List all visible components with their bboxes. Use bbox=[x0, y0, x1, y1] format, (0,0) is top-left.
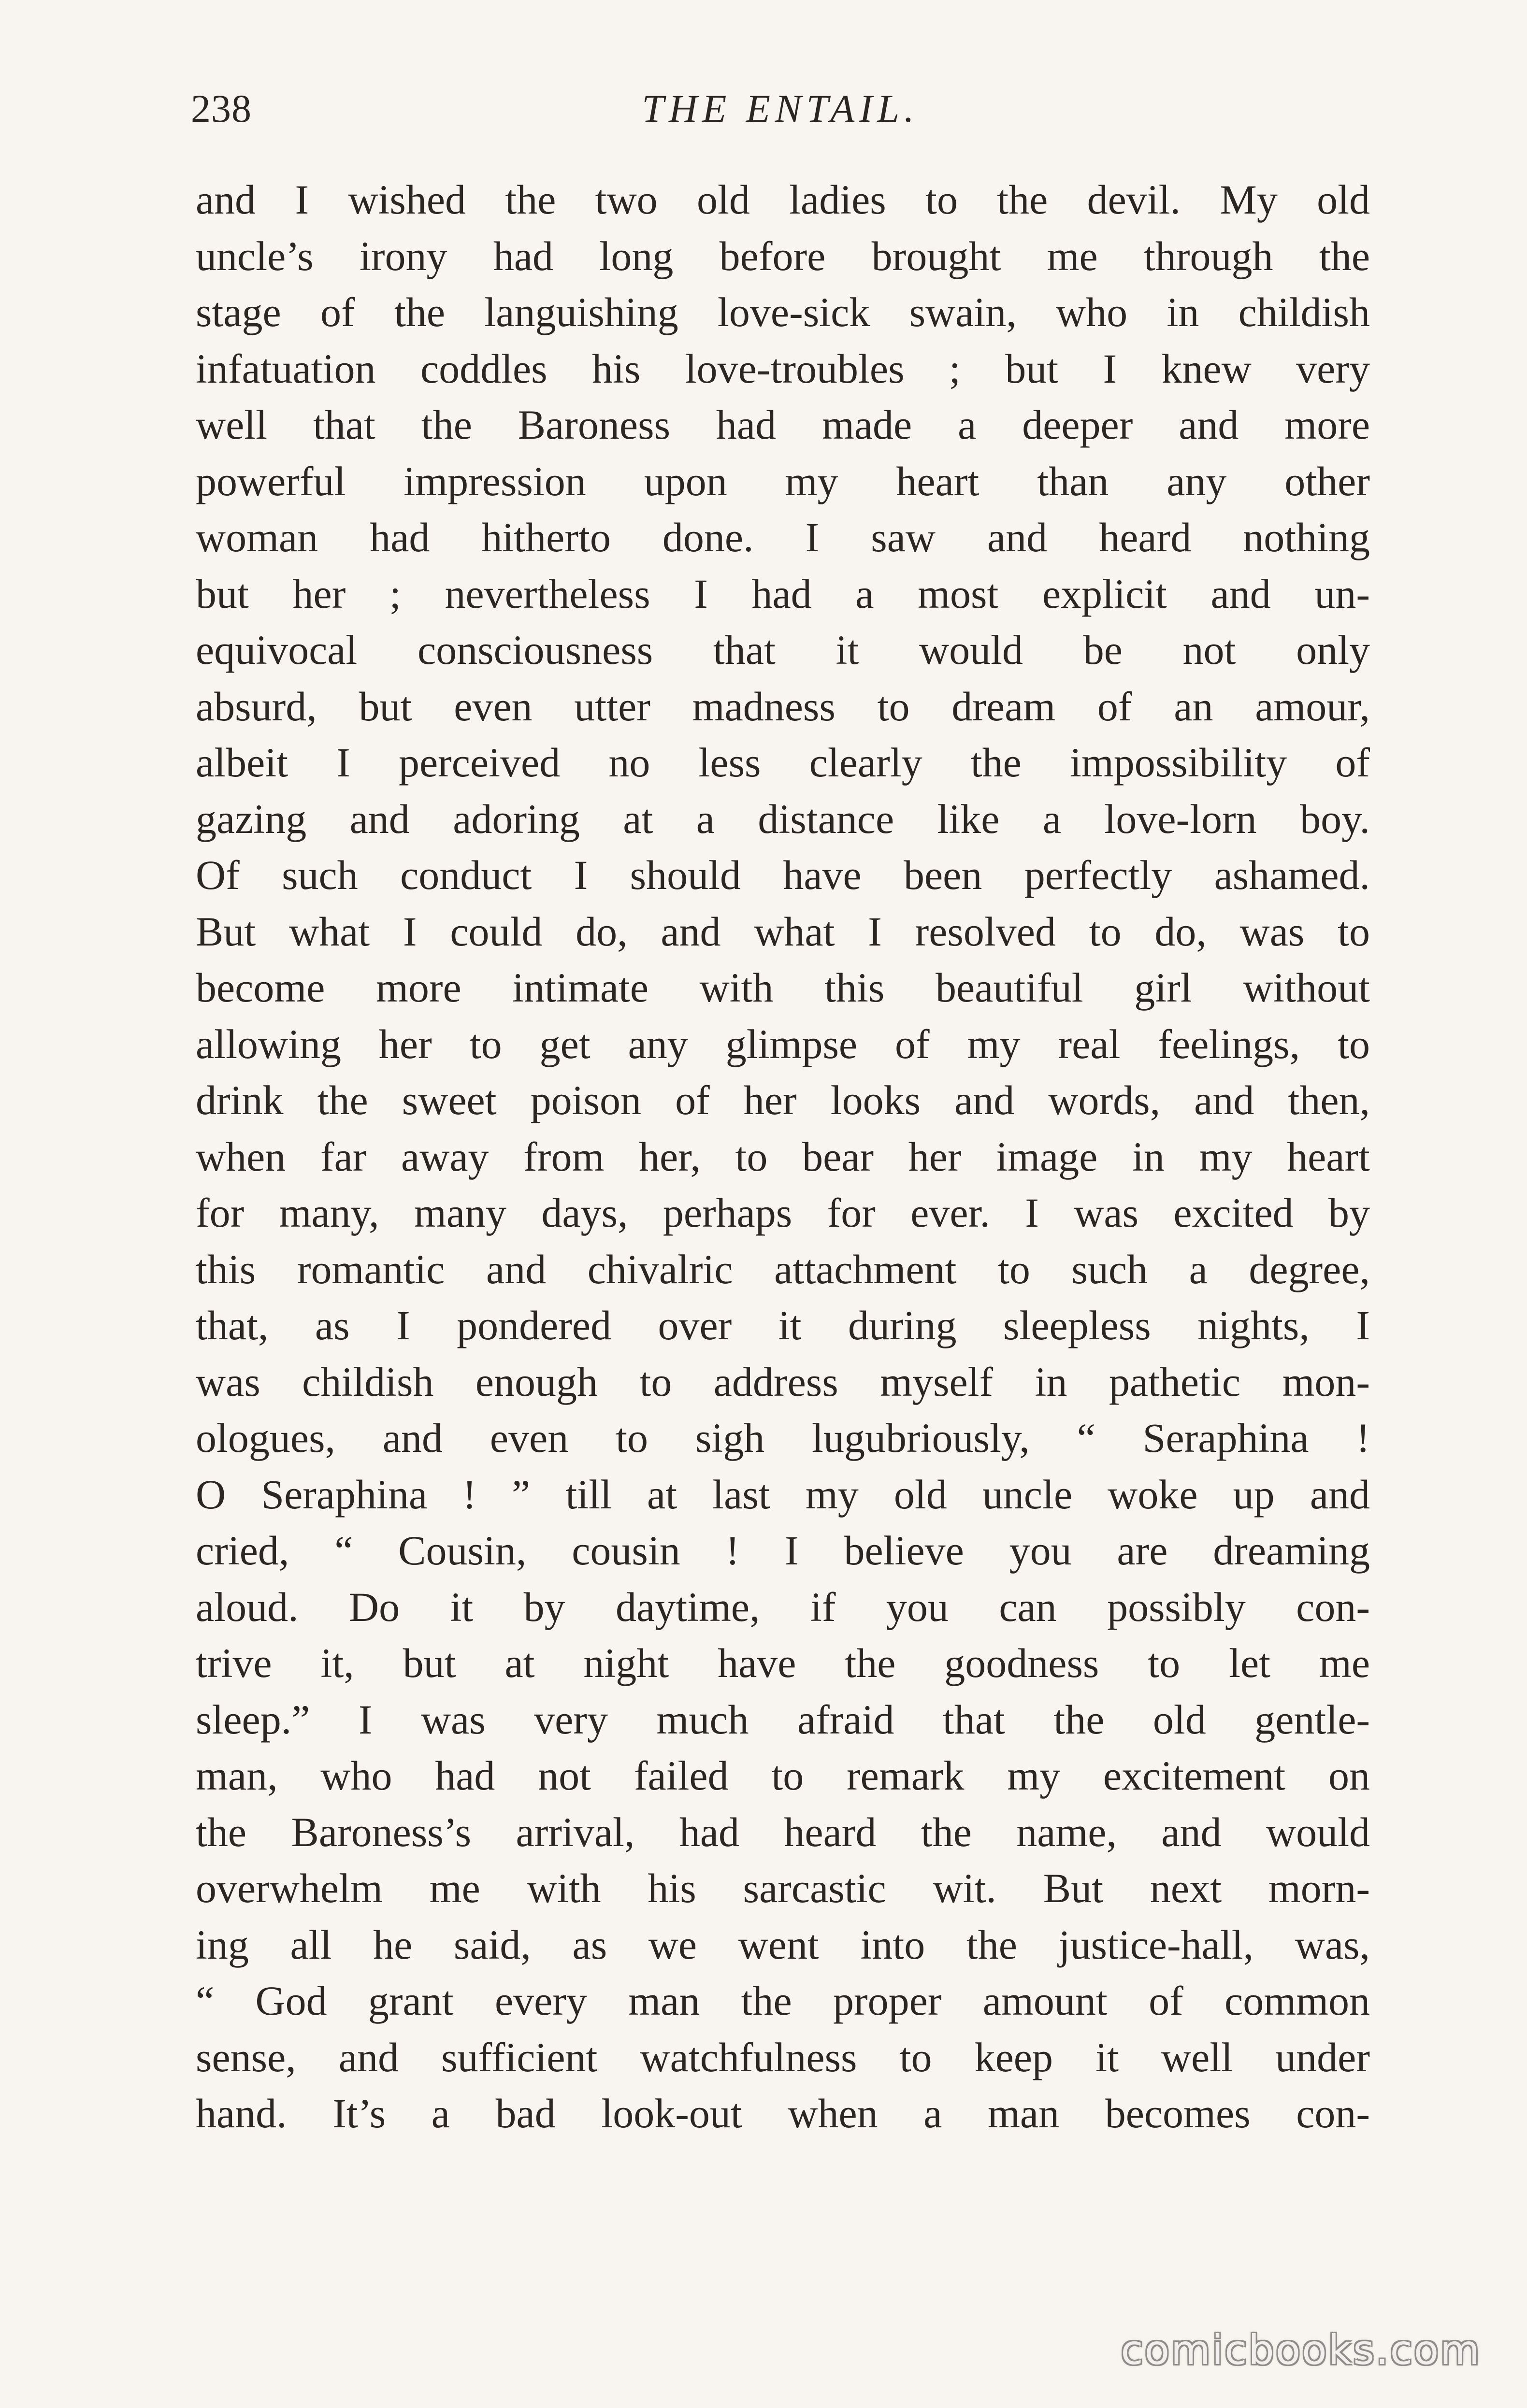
text-line: O Seraphina ! ” till at last my old uncle woke up and bbox=[196, 1471, 1370, 1518]
text-line: sleep.” I was very much afraid that the old gentle- bbox=[196, 1696, 1370, 1743]
text-line: But what I could do, and what I resolved to do, was to bbox=[196, 908, 1370, 955]
running-head bbox=[191, 82, 1370, 135]
text-line: infatuation coddles his love-troubles ; but I knew very bbox=[196, 345, 1370, 392]
text-line: absurd, but even utter madness to dream of an amour, bbox=[196, 683, 1370, 730]
text-line: drink the sweet poison of her looks and words, and then, bbox=[196, 1077, 1370, 1123]
text-line: powerful impression upon my heart than any other bbox=[196, 458, 1370, 504]
text-line: sense, and sufficient watchfulness to keep it well under bbox=[196, 2034, 1370, 2080]
text-line: “ God grant every man the proper amount of common bbox=[196, 1978, 1370, 2024]
text-line: albeit I perceived no less clearly the impossibility of bbox=[196, 739, 1370, 786]
text-line: uncle’s irony had long before brought me through the bbox=[196, 232, 1370, 279]
text-line: overwhelm me with his sarcastic wit. But next morn- bbox=[196, 1865, 1370, 1911]
text-line: allowing her to get any glimpse of my real feelings, to bbox=[196, 1020, 1370, 1067]
text-line: ing all he said, as we went into the justice-hall, was, bbox=[196, 1921, 1370, 1968]
text-line: was childish enough to address myself in pathetic mon- bbox=[196, 1358, 1370, 1405]
text-line: woman had hitherto done. I saw and heard nothing bbox=[196, 514, 1370, 560]
text-line: man, who had not failed to remark my excitement on bbox=[196, 1752, 1370, 1799]
text-line: gazing and adoring at a distance like a love-lorn boy. bbox=[196, 795, 1370, 842]
watermark: comicbooks.com bbox=[1121, 2326, 1481, 2374]
text-line: cried, “ Cousin, cousin ! I believe you are dreaming bbox=[196, 1527, 1370, 1574]
running-title: THE ENTAIL. bbox=[642, 86, 919, 130]
text-line: Of such conduct I should have been perfectly ashamed. bbox=[196, 852, 1370, 898]
text-line: the Baroness’s arrival, had heard the name, and would bbox=[196, 1808, 1370, 1855]
text-line: equivocal consciousness that it would be not only bbox=[196, 627, 1370, 673]
text-line: aloud. Do it by daytime, if you can possibly con- bbox=[196, 1583, 1370, 1630]
body-text bbox=[196, 172, 1370, 2142]
text-line: stage of the languishing love-sick swain, who in childish bbox=[196, 289, 1370, 335]
text-line: when far away from her, to bear her image in my heart bbox=[196, 1133, 1370, 1180]
text-line: hand. It’s a bad look-out when a man becomes con- bbox=[196, 2090, 1370, 2136]
text-line: trive it, but at night have the goodness to let me bbox=[196, 1640, 1370, 1686]
text-line: this romantic and chivalric attachment to such a degree, bbox=[196, 1246, 1370, 1292]
text-line: ologues, and even to sigh lugubriously, “ Seraphina ! bbox=[196, 1415, 1370, 1461]
page-number: 238 bbox=[191, 86, 252, 130]
text-line: become more intimate with this beautiful girl without bbox=[196, 964, 1370, 1011]
text-line: and I wished the two old ladies to the devil. My old bbox=[196, 176, 1370, 223]
text-line: but her ; nevertheless I had a most explicit and un- bbox=[196, 570, 1370, 617]
text-line: for many, many days, perhaps for ever. I was excited by bbox=[196, 1190, 1370, 1236]
text-line: well that the Baroness had made a deeper and more bbox=[196, 401, 1370, 448]
text-line: that, as I pondered over it during sleepless nights, I bbox=[196, 1302, 1370, 1348]
